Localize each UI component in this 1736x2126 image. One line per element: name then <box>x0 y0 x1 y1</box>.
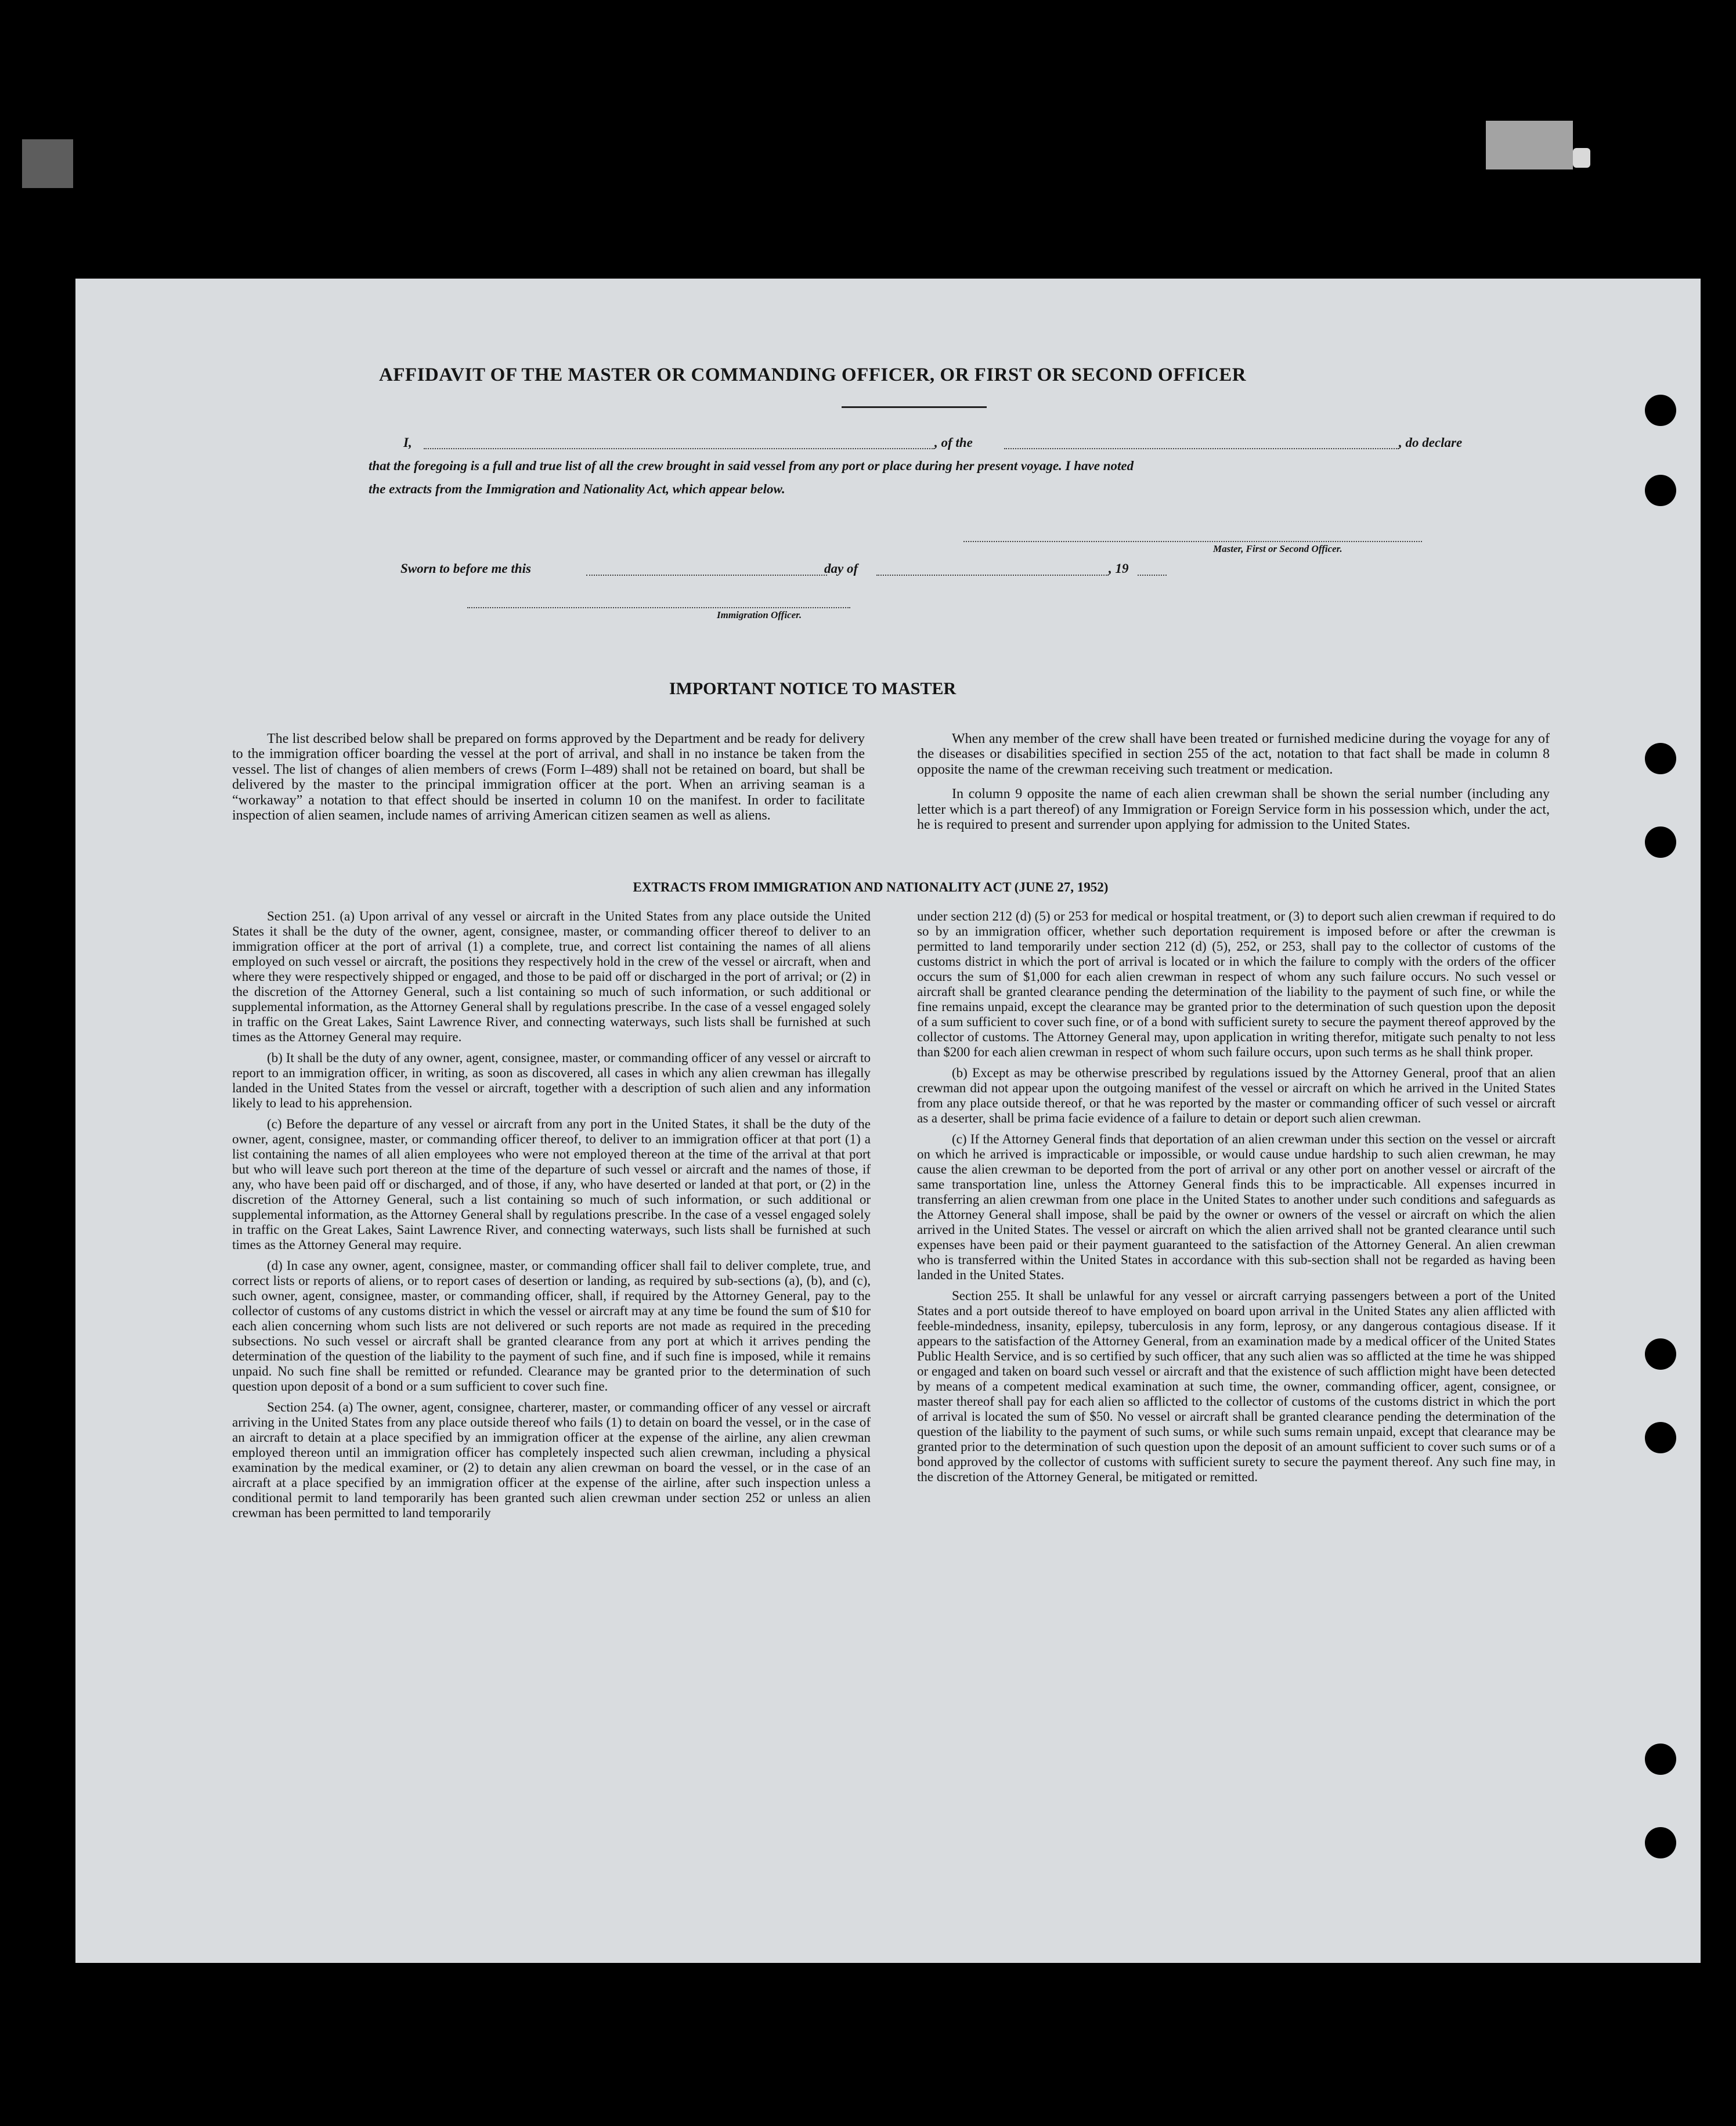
punch-hole <box>1645 1422 1676 1453</box>
punch-hole <box>1645 1827 1676 1858</box>
vessel-field[interactable] <box>1004 448 1399 449</box>
section-251-a: Section 251. (a) Upon arrival of any vessel or aircraft in the United States from any place outside the United States it shall be the duty of the owner, agent, consignee, master, or commanding officer thereof to deliver to an immigration officer at the port of arrival (1) a complete, true, and correct list containing the names of all aliens employed on such vessel or aircraft, the positions they respectively hold in the crew of the vessel or aircraft, when and where they were respectively shipped or engaged, and those to be paid off or discharged in the port of arrival; or (2) in the discretion of the Attorney General, such a list containing so much of such information, or such additional or supplemental information, as the Attorney General shall by regulations prescribe. In the case of a vessel engaged solely in traffic on the Great Lakes, Saint Lawrence River, and connecting waterways, such lists shall be furnished at such times as the Attorney General may require. <box>232 909 871 1044</box>
section-251-b: (b) It shall be the duty of any owner, agent, consignee, master, or commanding officer of any vessel or aircraft to report to an immigration officer, in writing, as soon as discovered, all cases in which any alien crewman has illegally landed in the United States from the vessel or aircraft, together with a description of such alien and any information likely to lead to his apprehension. <box>232 1051 871 1110</box>
sworn-year-field[interactable] <box>1138 575 1167 576</box>
declaration-line-1: that the foregoing is a full and true list of all the crew brought in said vessel from any port or place during her present voyage. I have noted <box>369 459 1134 473</box>
punch-hole <box>1645 475 1676 506</box>
day-of-label: day of <box>824 561 858 576</box>
notice-heading: IMPORTANT NOTICE TO MASTER <box>669 679 957 698</box>
section-254-a-continued: under section 212 (d) (5) or 253 for medical or hospital treatment, or (3) to deport such alien crewman if required to do so by an immigration officer, whether such deportation requirement is imposed before or after the crewman is permitted to land temporarily under section 212 (d) (5), 252, or 253, shall pay to the collector of customs of the customs district in which the port of arrival is located or in which the failure to comply with the orders of the officer occurs the sum of $1,000 for each alien crewman in respect of whom any such failure occurs. No such vessel or aircraft shall be granted clearance pending the determination of the liability to the payment of such fine, or while the fine remains unpaid, except the clearance may be granted prior to the determination of such question upon the deposit of a sum sufficient to cover such fine, or of a bond with sufficient surety to secure the payment thereof approved by the collector of customs. The Attorney General may, upon application in writing therefor, mitigate such penalty to not less than $200 for each alien crewman in respect of whom such failure occurs, upon such terms as he shall think proper. <box>917 909 1555 1059</box>
section-254-c: (c) If the Attorney General finds that deportation of an alien crewman under this section on the vessel or aircraft on which he arrived is impracticable or impossible, or would cause undue hardship to such alien crewman, he may cause the alien crewman to be deported from the port of arrival or any other port on another vessel or aircraft of the same transportation line, unless the Attorney General finds this to be impracticable. All expenses incurred in transferring an alien crewman from one place in the United States to another under such conditions and safeguards as the Attorney General shall impose, shall be paid by the owner or owners of the vessel or aircraft on which the alien arrived in the United States. The vessel or aircraft on which the alien arrived shall not be granted clearance until such expenses have been paid or their payment guaranteed to the satisfaction of the Attorney General. An alien crewman who is transferred within the United States in accordance with this sub-section shall not be regarded as having been landed in the United States. <box>917 1132 1555 1282</box>
extracts-left-column <box>232 909 871 1526</box>
master-signature-field[interactable] <box>963 541 1422 542</box>
notice-right-column <box>917 731 1550 842</box>
punch-hole <box>1645 826 1676 858</box>
officer-signature-label: Immigration Officer. <box>717 609 802 620</box>
film-edge-right <box>1486 121 1573 169</box>
film-edge-right-tip <box>1573 148 1590 168</box>
notice-right-paragraph-2: In column 9 opposite the name of each alien crewman shall be shown the serial number (including any letter which is a part thereof) of any Immigration or Foreign Service form in his possession which, under the act, he is required to present and surrender upon applying for admission to the United States. <box>917 786 1550 833</box>
declaration-line-2: the extracts from the Immigration and Nationality Act, which appear below. <box>369 482 785 496</box>
sworn-label: Sworn to before me this <box>400 561 531 576</box>
punch-hole <box>1645 395 1676 426</box>
notice-left-column <box>232 731 865 832</box>
punch-hole <box>1645 1338 1676 1370</box>
title-rule <box>842 406 987 408</box>
document-page <box>75 279 1701 1963</box>
year-label: , 19 <box>1109 561 1129 576</box>
film-edge-left <box>22 139 73 188</box>
notice-right-paragraph-1: When any member of the crew shall have been treated or furnished medicine during the voyage for any of the diseases or disabilities specified in section 255 of the act, notation to that fact shall be made in column 8 opposite the name of the crewman receiving such treatment or medication. <box>917 731 1550 777</box>
section-254-a: Section 254. (a) The owner, agent, consignee, charterer, master, or commanding officer of any vessel or aircraft arriving in the United States from any place outside thereof who fails (1) to detain on board the vessel, or in the case of an aircraft to detain at a place specified by an immigration officer at the expense of the airline, any alien crewman employed thereon until an immigration officer has completely inspected such alien crewman, including a physical examination by the medical examiner, or (2) to detain any alien crewman on board the vessel, or in the case of an aircraft at a place specified by an immigration officer at the expense of the airline, after such inspection unless a conditional permit to land temporarily has been granted such alien crewman under section 252 or unless an alien crewman has been permitted to land temporarily <box>232 1400 871 1520</box>
section-255: Section 255. It shall be unlawful for any vessel or aircraft carrying passengers between a port of the United States and a port outside thereof to have employed on board upon arrival in the United States any alien afflicted with feeble-mindedness, insanity, epilepsy, tuberculosis in any form, leprosy, or any dangerous contagious disease. If it appears to the satisfaction of the Attorney General, from an examination made by a medical officer of the United States Public Health Service, and is so certified by such officer, that any such alien was so afflicted at the time he was shipped or engaged and taken on board such vessel or aircraft and that the existence of such affliction might have been detected by means of a competent medical examination at such time, the owner, commanding officer, agent, consignee, or master thereof shall pay for each alien so afflicted to the collector of customs of the customs district in which the port of arrival is located the sum of $50. No vessel or aircraft shall be granted clearance pending the determination of the question of the liability to the payment of such sums, or while such sums remain unpaid, except that clearance may be granted prior to the determination of such question upon the deposit of an amount sufficient to cover such sums or of a bond approved by the collector of customs with sufficient surety to secure the payment thereof. Any such fine may, in the discretion of the Attorney General, be mitigated or remitted. <box>917 1288 1555 1484</box>
master-signature-label: Master, First or Second Officer. <box>1213 543 1342 554</box>
punch-hole <box>1645 743 1676 774</box>
of-the-label: , of the <box>934 435 973 450</box>
section-254-b: (b) Except as may be otherwise prescribed by regulations issued by the Attorney General, proof that an alien crewman did not appear upon the outgoing manifest of the vessel or aircraft on which he arrived in the United States from any place outside thereof, or that he was reported by the master or commanding officer of such vessel or aircraft as a deserter, shall be prima facie evidence of a failure to detain or deport such alien crewman. <box>917 1066 1555 1125</box>
section-251-c: (c) Before the departure of any vessel or aircraft from any port in the United States, it shall be the duty of the owner, agent, consignee, master, or commanding officer thereof, to deliver to an immigration officer at that port (1) a list containing the names of all alien employees who were not employed thereon at the time of the arrival at that port but who will leave such port thereon at the time of the departure of such vessel or aircraft and the names of those, if any, who have been paid off or discharged, and of those, if any, who have deserted or landed at that port, or (2) in the discretion of the Attorney General, such a list containing so much of such information, or such additional or supplemental information, as the Attorney General shall by regulations prescribe. In the case of a vessel engaged solely in traffic on the Great Lakes, Saint Lawrence River, and connecting waterways, such lists shall be furnished at such times as the Attorney General may require. <box>232 1117 871 1252</box>
do-declare-label: , do declare <box>1399 435 1463 450</box>
sworn-month-field[interactable] <box>876 575 1109 576</box>
i-label: I, <box>403 435 412 450</box>
name-field[interactable] <box>424 448 934 449</box>
punch-hole <box>1645 1744 1676 1775</box>
officer-signature-field[interactable] <box>467 607 850 608</box>
extracts-heading: EXTRACTS FROM IMMIGRATION AND NATIONALITY ACT (JUNE 27, 1952) <box>633 880 1109 894</box>
section-251-d: (d) In case any owner, agent, consignee, master, or commanding officer shall fail to deliver complete, true, and correct lists or reports of aliens, or to report cases of desertion or landing, as required by sub-sections (a), (b), and (c), such owner, agent, consignee, master, or commanding officer, shall, if required by the Attorney General, pay to the collector of customs of any customs district in which the vessel or aircraft may at any time be found the sum of $10 for each alien concerning whom such lists are not delivered or such reports are not made as required in the preceding subsections. No such vessel or aircraft shall be granted clearance from any port at which it arrives pending the determination of the question of the liability to the payment of such fine, and if such fine is imposed, while it remains unpaid. No such fine shall be remitted or refunded. Clearance may be granted prior to the determination of such question upon deposit of a bond or a sum sufficient to cover such fine. <box>232 1258 871 1394</box>
extracts-right-column <box>917 909 1555 1490</box>
sworn-day-field[interactable] <box>586 575 827 576</box>
affidavit-title: AFFIDAVIT OF THE MASTER OR COMMANDING OFFICER, OR FIRST OR SECOND OFFICER <box>378 364 1247 385</box>
notice-left-paragraph: The list described below shall be prepared on forms approved by the Department and be ready for delivery to the immigration officer boarding the vessel at the port of arrival, and shall in no instance be taken from the vessel. The list of changes of alien members of crews (Form I–489) shall not be retained on board, but shall be delivered by the master to the principal immigration officer at the port. When an arriving seaman is a “workaway” a notation to that effect should be inserted in column 10 on the manifest. In order to facilitate inspection of alien seamen, include names of arriving American citizen seamen as well as aliens. <box>232 731 865 824</box>
